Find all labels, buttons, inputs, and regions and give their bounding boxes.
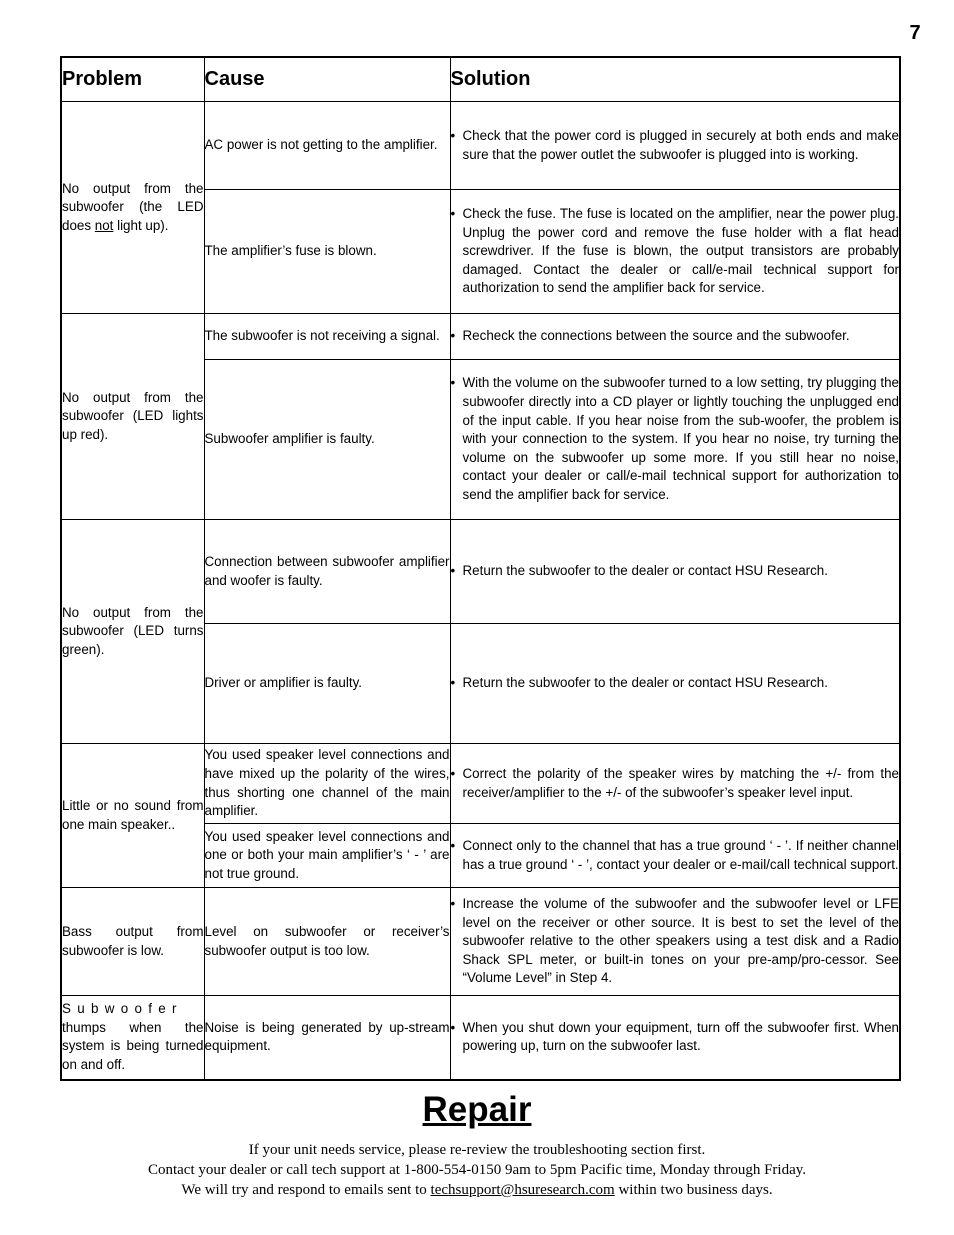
cause-cell: Noise is being generated by up-stream equipment. [204,996,450,1080]
table-row [61,520,900,624]
solution-cell: • Check the fuse. The fuse is located on the amplifier, near the power plug. Unplug the power cord and remove the fuse holder with a flat head screwdriver. If the fuse is blown, the output transistors are probably damaged. Contact the dealer or call/e-mail technical support for authorization to send the amplifier back for service. [450,190,900,314]
cause-cell: Driver or amplifier is faulty. [204,624,450,744]
solution-cell: • Recheck the connections between the source and the subwoofer. [450,314,900,360]
table-row [61,744,900,824]
solution-cell: • Increase the volume of the subwoofer and the subwoofer level or LFE level on the receiver or other source. It is best to set the level of the subwoofer relative to the other speakers using a test disk and a Radio Shack SPL meter, or built-in tones on your pre-amp/pro-cessor. See “Volume Level” in Step 4. [450,888,900,996]
solution-cell: • Check that the power cord is plugged in securely at both ends and make sure that the power outlet the subwoofer is plugged into is working. [450,102,900,190]
table-header-row [61,57,900,102]
problem-cell: Bass output from subwoofer is low. [61,888,204,996]
cause-cell: You used speaker level connections and have mixed up the polarity of the wires, thus shorting one channel of the main amplifier. [204,744,450,824]
solution-cell: • With the volume on the subwoofer turned to a low setting, try plugging the subwoofer directly into a CD player or lightly touching the unplugged end of the input cable. If you hear noise from the sub-woofer, the problem is with your connection to the system. If you hear no noise, try turning the volume on the subwoofer up some more. If you still hear no noise, contact your dealer or call/e-mail technical support for authorization to send the amplifier back for service. [450,360,900,520]
repair-line-2: Contact your dealer or call tech support at 1-800-554-0150 9am to 5pm Pacific time, Monday through Friday. [147,1162,807,1178]
cause-cell: You used speaker level connections and one or both your main amplifier’s ‘ - ’ are not true ground. [204,824,450,888]
problem-cell: No output from the subwoofer (LED lights up red). [61,314,204,520]
table-row [61,888,900,996]
solution-cell: • Return the subwoofer to the dealer or contact HSU Research. [450,520,900,624]
cause-cell: The amplifier’s fuse is blown. [204,190,450,314]
solution-cell: • Return the subwoofer to the dealer or contact HSU Research. [450,624,900,744]
problem-cell: No output from the subwoofer (LED turns green). [61,520,204,744]
repair-title: Repair [422,1090,532,1129]
header-solution: Solution [450,57,900,102]
problem-cell: Subwoofer thumps when the system is being turned on and off. [61,996,204,1080]
cause-cell: The subwoofer is not receiving a signal. [204,314,450,360]
table-row [61,102,900,190]
cause-cell: AC power is not getting to the amplifier. [204,102,450,190]
header-cause: Cause [204,57,450,102]
solution-cell: • Connect only to the channel that has a true ground ‘ - ’. If neither channel has a true ground ‘ - ’, contact your dealer or e-mail/call technical support. [450,824,900,888]
cause-cell: Level on subwoofer or receiver’s subwoofer output is too low. [204,888,450,996]
troubleshooting-table [60,56,901,1081]
header-problem: Problem [61,57,204,102]
repair-line-3: We will try and respond to emails sent to techsupport@hsuresearch.com within two business days. [181,1182,773,1198]
cause-cell: Connection between subwoofer amplifier and woofer is faulty. [204,520,450,624]
repair-text [0,1140,954,1200]
solution-cell: • When you shut down your equipment, turn off the subwoofer first. When powering up, turn on the subwoofer last. [450,996,900,1080]
table-row [61,314,900,360]
solution-cell: • Correct the polarity of the speaker wires by matching the +/- from the receiver/amplifier to the +/- of the subwoofer’s speaker level input. [450,744,900,824]
cause-cell: Subwoofer amplifier is faulty. [204,360,450,520]
table-row [61,996,900,1080]
support-email-link[interactable]: techsupport@hsuresearch.com [430,1182,615,1198]
page-number: 7 [909,22,921,44]
problem-cell: No output from the subwoofer (the LED does not light up). [61,102,204,314]
problem-cell: Little or no sound from one main speaker.. [61,744,204,888]
repair-line-1: If your unit needs service, please re-review the troubleshooting section first. [248,1142,706,1158]
